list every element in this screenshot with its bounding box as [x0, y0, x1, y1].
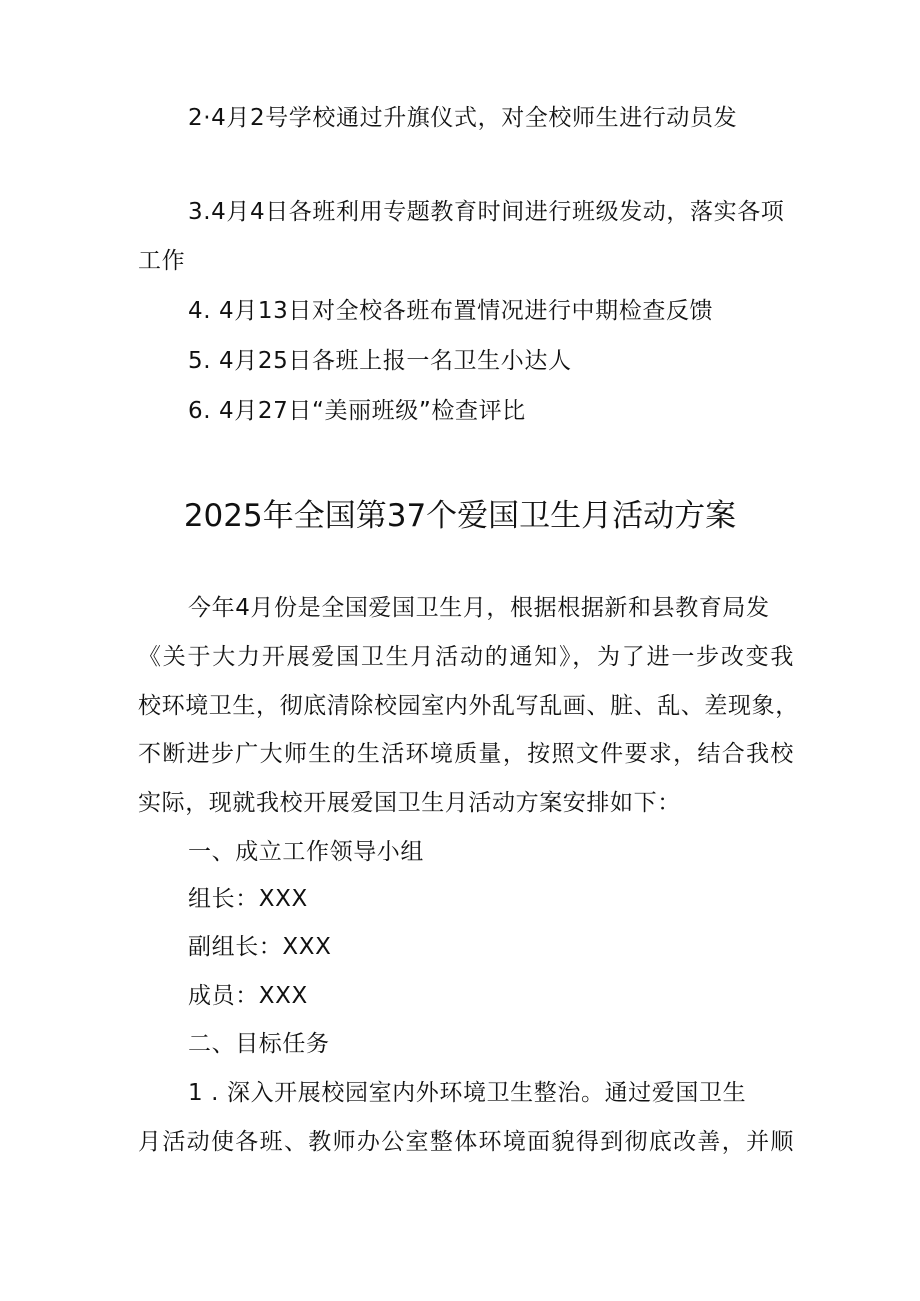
document-title: 2025年全国第37个爱国卫生月活动方案	[183, 498, 737, 534]
intro-line-1: 今年4月份是全国爱国卫生月，根据根据新和县教育局发	[188, 595, 770, 621]
section2-heading: 二、目标任务	[188, 1031, 330, 1057]
intro-line-2: 《关于大力开展爱国卫生月活动的通知》，为了进一步改变我	[138, 644, 794, 670]
schedule-item-3-line1: 3.4月4日各班利用专题教育时间进行班级发动，落实各项	[188, 199, 785, 225]
schedule-item-3-line2: 工作	[138, 248, 186, 274]
section1-members: 成员：XXX	[188, 983, 308, 1009]
intro-line-3: 校环境卫生，彻底清除校园室内外乱写乱画、脏、乱、差现象，	[138, 693, 799, 719]
schedule-item-5: 5. 4月25日各班上报一名卫生小达人	[188, 348, 572, 374]
section2-point1-line1: 1 . 深入开展校园室内外环境卫生整治。通过爱国卫生	[188, 1080, 747, 1106]
intro-line-5: 实际，现就我校开展爱国卫生月活动方案安排如下：	[138, 790, 681, 816]
section1-heading: 一、成立工作领导小组	[188, 839, 424, 865]
schedule-item-4: 4. 4月13日对全校各班布置情况进行中期检查反馈	[188, 298, 714, 324]
section1-deputy: 副组长：XXX	[188, 934, 332, 960]
intro-line-4: 不断进步广大师生的生活环境质量，按照文件要求，结合我校	[138, 741, 794, 767]
section1-leader: 组长：XXX	[188, 886, 308, 912]
schedule-item-6: 6. 4月27日“美丽班级”检查评比	[188, 398, 526, 424]
schedule-item-2: 2·4月2号学校通过升旗仪式，对全校师生进行动员发	[188, 105, 738, 131]
section2-point1-line2: 月活动使各班、教师办公室整体环境面貌得到彻底改善，并顺	[138, 1129, 794, 1155]
